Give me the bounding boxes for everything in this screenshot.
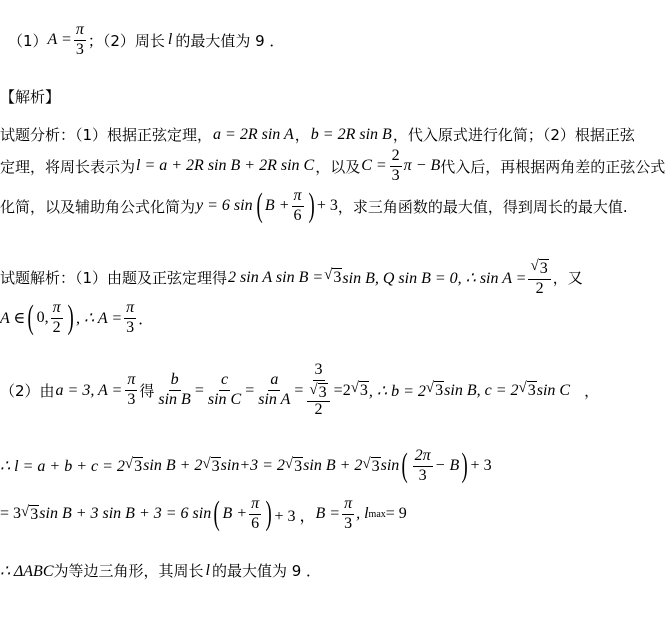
sqrt-3: √ 3 (324, 267, 342, 287)
analysis-line-1: 试题分析：（1）根据正弦定理， a = 2R sin A ， b = 2R sin B ，代入原式进行化简；（2）根据正弦 (0, 125, 635, 144)
answer-fraction: $\frac{\pi}{3}$ (75, 21, 84, 58)
solution-line-2: A ∈ ( 0, $\frac{\pi}{2}$ ) , ∴ A = $\frac{\pi}{3}$ ． (0, 299, 154, 337)
analysis-line-2: 定理，将周长表示为 l = a + 2R sin B + 2R sin C ，以及 C = $\frac{2}{3}$ π − B 代入后，再根据两角差的正弦公式 (0, 147, 665, 184)
analysis-line-3: 化简，以及辅助角公式化简为 y = 6 sin ( B + $\frac{\pi}{6}$ ) + 3 ，求三角函数的最大值，得到周长的最大值. (0, 187, 628, 225)
frac-3-over-sqrt3-2: 3 √ 3 2 (305, 362, 331, 419)
solution-line-6: ∴ ΔABC 为等边三角形，其周长 l 的最大值为 9 ． (0, 561, 322, 580)
frac-2-3: $\frac{2}{3}$ (391, 147, 400, 184)
solution-line-3: （2）由 a = 3, A = $\frac{\pi}{3}$ 得 $\frac{b}{\text{sin B}}$ = $\frac{c}{\text{sin C}}$ = $\frac{a}{\text{sin A}}$ = 3 √ 3 2 = 2 √ 3 , ∴ b = 2 √ 3 sin B, c = 2 √ 3 sin C ， (0, 361, 600, 419)
eq-b: b = 2R sin B (310, 125, 392, 143)
answer-part1: （1） (8, 31, 48, 50)
answer-l: l (167, 31, 173, 49)
eq-a: a = 2R sin A (213, 125, 294, 143)
eq-l: l = a + 2R sin B + 2R sin C (136, 157, 315, 175)
answer-sep: ；（2）周长 (87, 31, 165, 50)
frac-sqrt3-2: √ 3 2 (528, 258, 550, 297)
solution-line-4: ∴ l = a + b + c = 2 √ 3 sin B + 2 √ 3 sin+3 = 2 √ 3 sin B + 2 √ 3 sin ( $\frac{2\pi}{3}$ − B ) + 3 (0, 447, 492, 485)
solution-line-5: = 3 √ 3 sin B + 3 sin B + 3 = 6 sin ( B + $\frac{\pi}{6}$ ) + 3 ， B = $\frac{\pi}{3}$ , l max = 9 (0, 495, 407, 533)
answer-A-eq: A = (47, 31, 72, 49)
answer-line (8, 22, 284, 59)
heading: 【解析】 (0, 88, 61, 106)
solution-line-1: 试题解析：（1）由题及正弦定理得 2 sin A sin B = √ 3 sin B, Q sin B = 0, ∴ sin A = √ 3 2 ，又 (0, 258, 583, 297)
answer-tail: 的最大值为 9 ． (175, 31, 285, 50)
frac-pi-6: $\frac{\pi}{6}$ (293, 187, 302, 224)
